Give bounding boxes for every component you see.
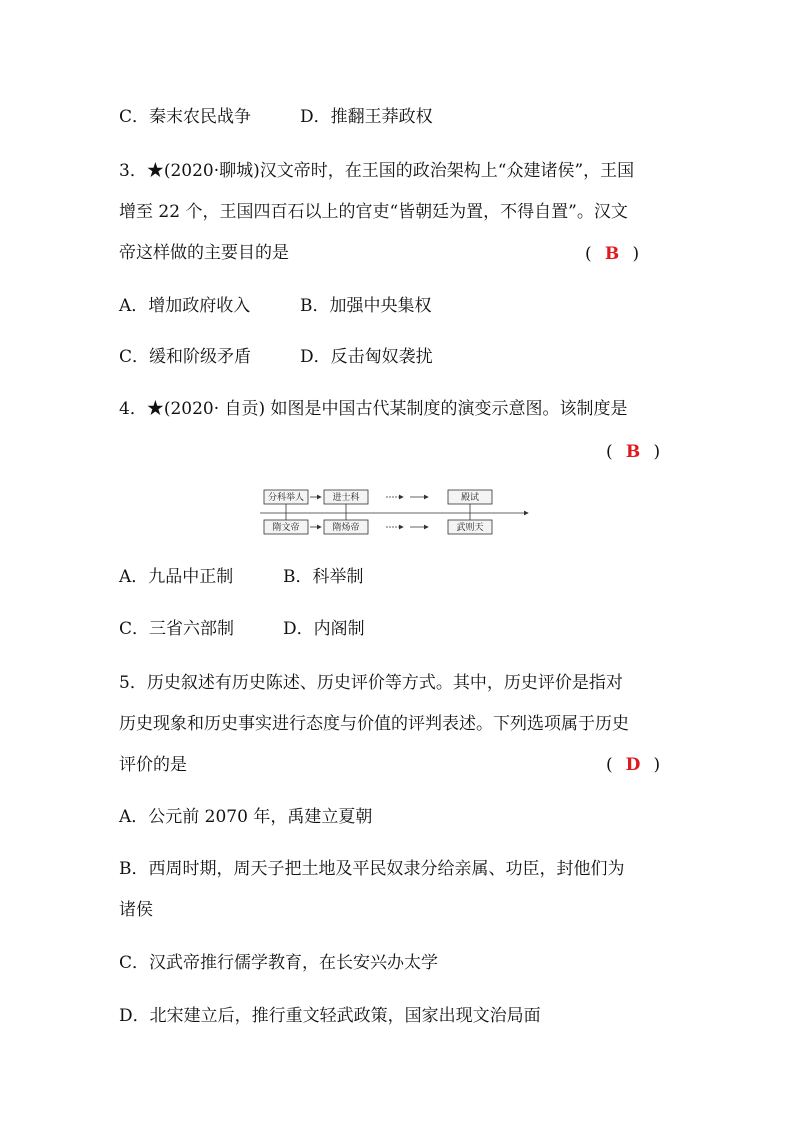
q5-paren-open: ( — [606, 755, 613, 775]
q3-option-a: A．增加政府收入 — [119, 296, 251, 316]
q4-option-c: C．三省六部制 — [119, 619, 235, 639]
q2-option-d: D．推翻王莽政权 — [300, 107, 433, 127]
q4-paren-open: ( — [606, 442, 613, 462]
evolution-diagram-svg — [258, 486, 533, 538]
q2-option-c: C．秦末农民战争 — [119, 107, 252, 127]
q5-option-a: A．公元前 2070 年，禹建立夏朝 — [119, 807, 373, 827]
q3-stem-line2: 增至 22 个，王国四百石以上的官吏“皆朝廷为置，不得自置”。汉文 — [119, 202, 628, 222]
q4-paren-close: ) — [653, 442, 661, 462]
q5-option-b-line2: 诸侯 — [119, 900, 153, 920]
q5-option-b-line1: B．西周时期，周天子把土地及平民奴隶分给亲属、功臣，封他们为 — [119, 859, 625, 879]
top-box-2-label: 进士科 — [332, 493, 360, 503]
top-box-1 — [264, 490, 308, 504]
q4-option-d: D．内阁制 — [283, 619, 365, 639]
q3-stem-line3: 帝这样做的主要目的是 — [119, 243, 289, 263]
bottom-box-1-label: 隋文帝 — [272, 523, 300, 533]
q3-stem-line1: 3．★(2020·聊城)汉文帝时，在王国的政治架构上“众建诸侯”，王国 — [119, 161, 635, 181]
q5-answer-bracket — [606, 753, 660, 777]
q3-option-c: C．缓和阶级矛盾 — [119, 347, 252, 367]
q5-stem-line2: 历史现象和历史事实进行态度与价值的评判表述。下列选项属于历史 — [119, 714, 629, 734]
top-box-3 — [448, 490, 492, 504]
bottom-box-3-label: 武则天 — [456, 523, 484, 533]
q4-option-b: B．科举制 — [283, 567, 364, 587]
q5-paren-close: ) — [653, 755, 661, 775]
q5-option-d: D．北宋建立后，推行重文轻武政策，国家出现文治局面 — [119, 1006, 541, 1026]
bottom-box-2 — [324, 520, 368, 534]
q4-options-cd — [119, 617, 365, 641]
q3-option-b: B．加强中央集权 — [300, 296, 432, 316]
q3-paren-close: ) — [632, 244, 640, 264]
top-box-3-label: 殿试 — [460, 493, 480, 503]
q4-stem-line1: 4．★(2020· 自贡) 如图是中国古代某制度的演变示意图。该制度是 — [119, 399, 628, 419]
top-box-1-label: 分科举人 — [267, 493, 305, 503]
top-box-2 — [324, 490, 368, 504]
q3-answer-bracket — [585, 242, 639, 266]
q4-answer: B — [625, 442, 641, 462]
evolution-diagram — [258, 486, 533, 538]
q4-options-ab — [119, 565, 364, 589]
q3-paren-open: ( — [585, 244, 592, 264]
bottom-box-2-label: 隋炀帝 — [332, 523, 360, 533]
q3-option-d: D．反击匈奴袭扰 — [300, 347, 433, 367]
q4-answer-bracket — [606, 440, 660, 464]
q5-option-c: C．汉武帝推行儒学教育，在长安兴办太学 — [119, 953, 439, 973]
q5-stem-line1: 5．历史叙述有历史陈述、历史评价等方式。其中，历史评价是指对 — [119, 673, 623, 693]
q5-stem-line3: 评价的是 — [119, 755, 187, 775]
bottom-box-1 — [264, 520, 308, 534]
q3-options-ab — [119, 294, 432, 318]
q4-option-a: A．九品中正制 — [119, 567, 234, 587]
q5-answer: D — [625, 755, 641, 775]
bottom-box-3 — [448, 520, 492, 534]
q2-options-cd — [119, 105, 433, 129]
q3-answer: B — [604, 244, 620, 264]
q3-options-cd — [119, 345, 433, 369]
